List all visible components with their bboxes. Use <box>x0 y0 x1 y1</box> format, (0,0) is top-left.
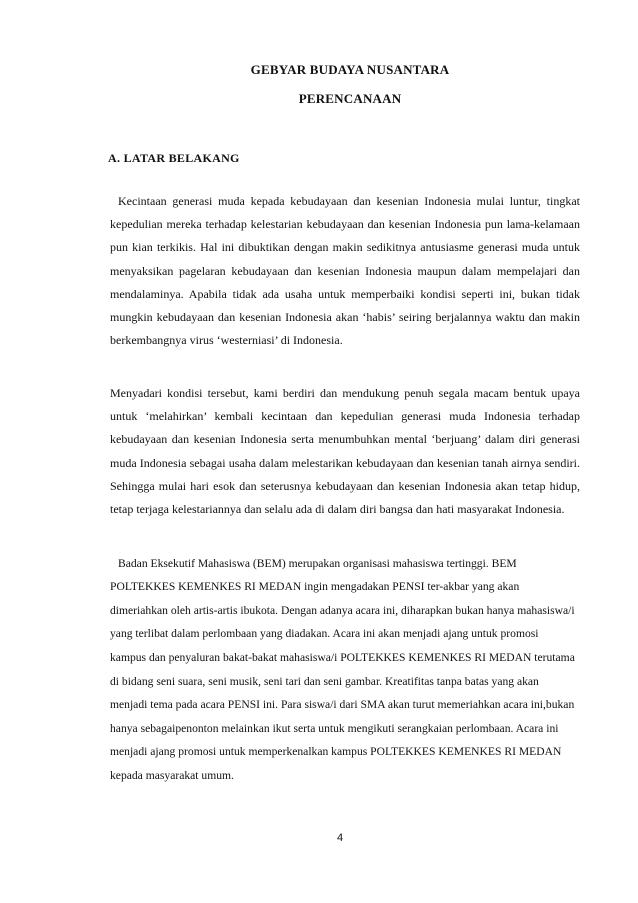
paragraph-2: Menyadari kondisi tersebut, kami berdiri dan mendukung penuh segala macam bentuk upaya untuk ‘melahirkan’ kembali kecintaan dan kepedulian generasi muda Indonesia terhadap kebudayaan dan kesenian Indonesia serta menumbuhkan mental ‘berjuang’ dalam diri generasi muda Indonesia sebagai usaha dalam melestarikan kebudayaan dan kesenian tanah airnya sendiri. Sehingga mulai hari esok dan seterusnya kebudayaan dan kesenian Indonesia akan tetap hidup, tetap terjaga kelestariannya dan selalu ada di dalam diri bangsa dan hati masyarakat Indonesia. <box>110 386 580 517</box>
section-heading: A. LATAR BELAKANG <box>108 151 240 165</box>
document-subtitle: PERENCANAAN <box>298 91 402 106</box>
page-number: 4 <box>336 832 344 844</box>
document-title: GEBYAR BUDAYA NUSANTARA <box>250 62 450 77</box>
paragraph-3: Badan Eksekutif Mahasiswa (BEM) merupakan organisasi mahasiswa tertinggi. BEM POLTEKKES KEMENKES RI MEDAN ingin mengadakan PENSI ter-akbar yang akan dimeriahkan oleh artis-artis ibukota. Dengan adanya acara ini, diharapkan bukan hanya mahasiswa/i yang terlibat dalam perlombaan yang diadakan. Acara ini akan menjadi ajang untuk promosi kampus dan penyaluran bakat-bakat mahasiswa/i POLTEKKES KEMENKES RI MEDAN terutama di bidang seni suara, seni musik, seni tari dan seni gambar. Kreatifitas tanpa batas yang akan menjadi tema pada acara PENSI ini. Para siswa/i dari SMA akan turut memeriahkan acara ini,bukan hanya sebagaipenonton melainkan ikut serta untuk mengikuti serangkaian perlombaan. Acara ini menjadi ajang promosi untuk memperkenalkan kampus POLTEKKES KEMENKES RI MEDAN kepada masyarakat umum. <box>110 556 575 782</box>
paragraph-1: Kecintaan generasi muda kepada kebudayaan dan kesenian Indonesia mulai luntur, tingkat kepedulian mereka terhadap kelestarian kebudayaan dan kesenian Indonesia pun lama-kelamaan pun kian terkikis. Hal ini dibuktikan dengan makin sedikitnya antusiasme generasi muda untuk menyaksikan pagelaran kebudayaan dan kesenian Indonesia maupun dalam mempelajari dan mendalaminya. Apabila tidak ada usaha untuk memperbaiki kondisi seperti ini, bukan tidak mungkin kebudayaan dan kesenian Indonesia akan ‘habis’ seiring berjalannya waktu dan makin berkembangnya virus ‘westerniasi’ di Indonesia. <box>110 194 580 348</box>
